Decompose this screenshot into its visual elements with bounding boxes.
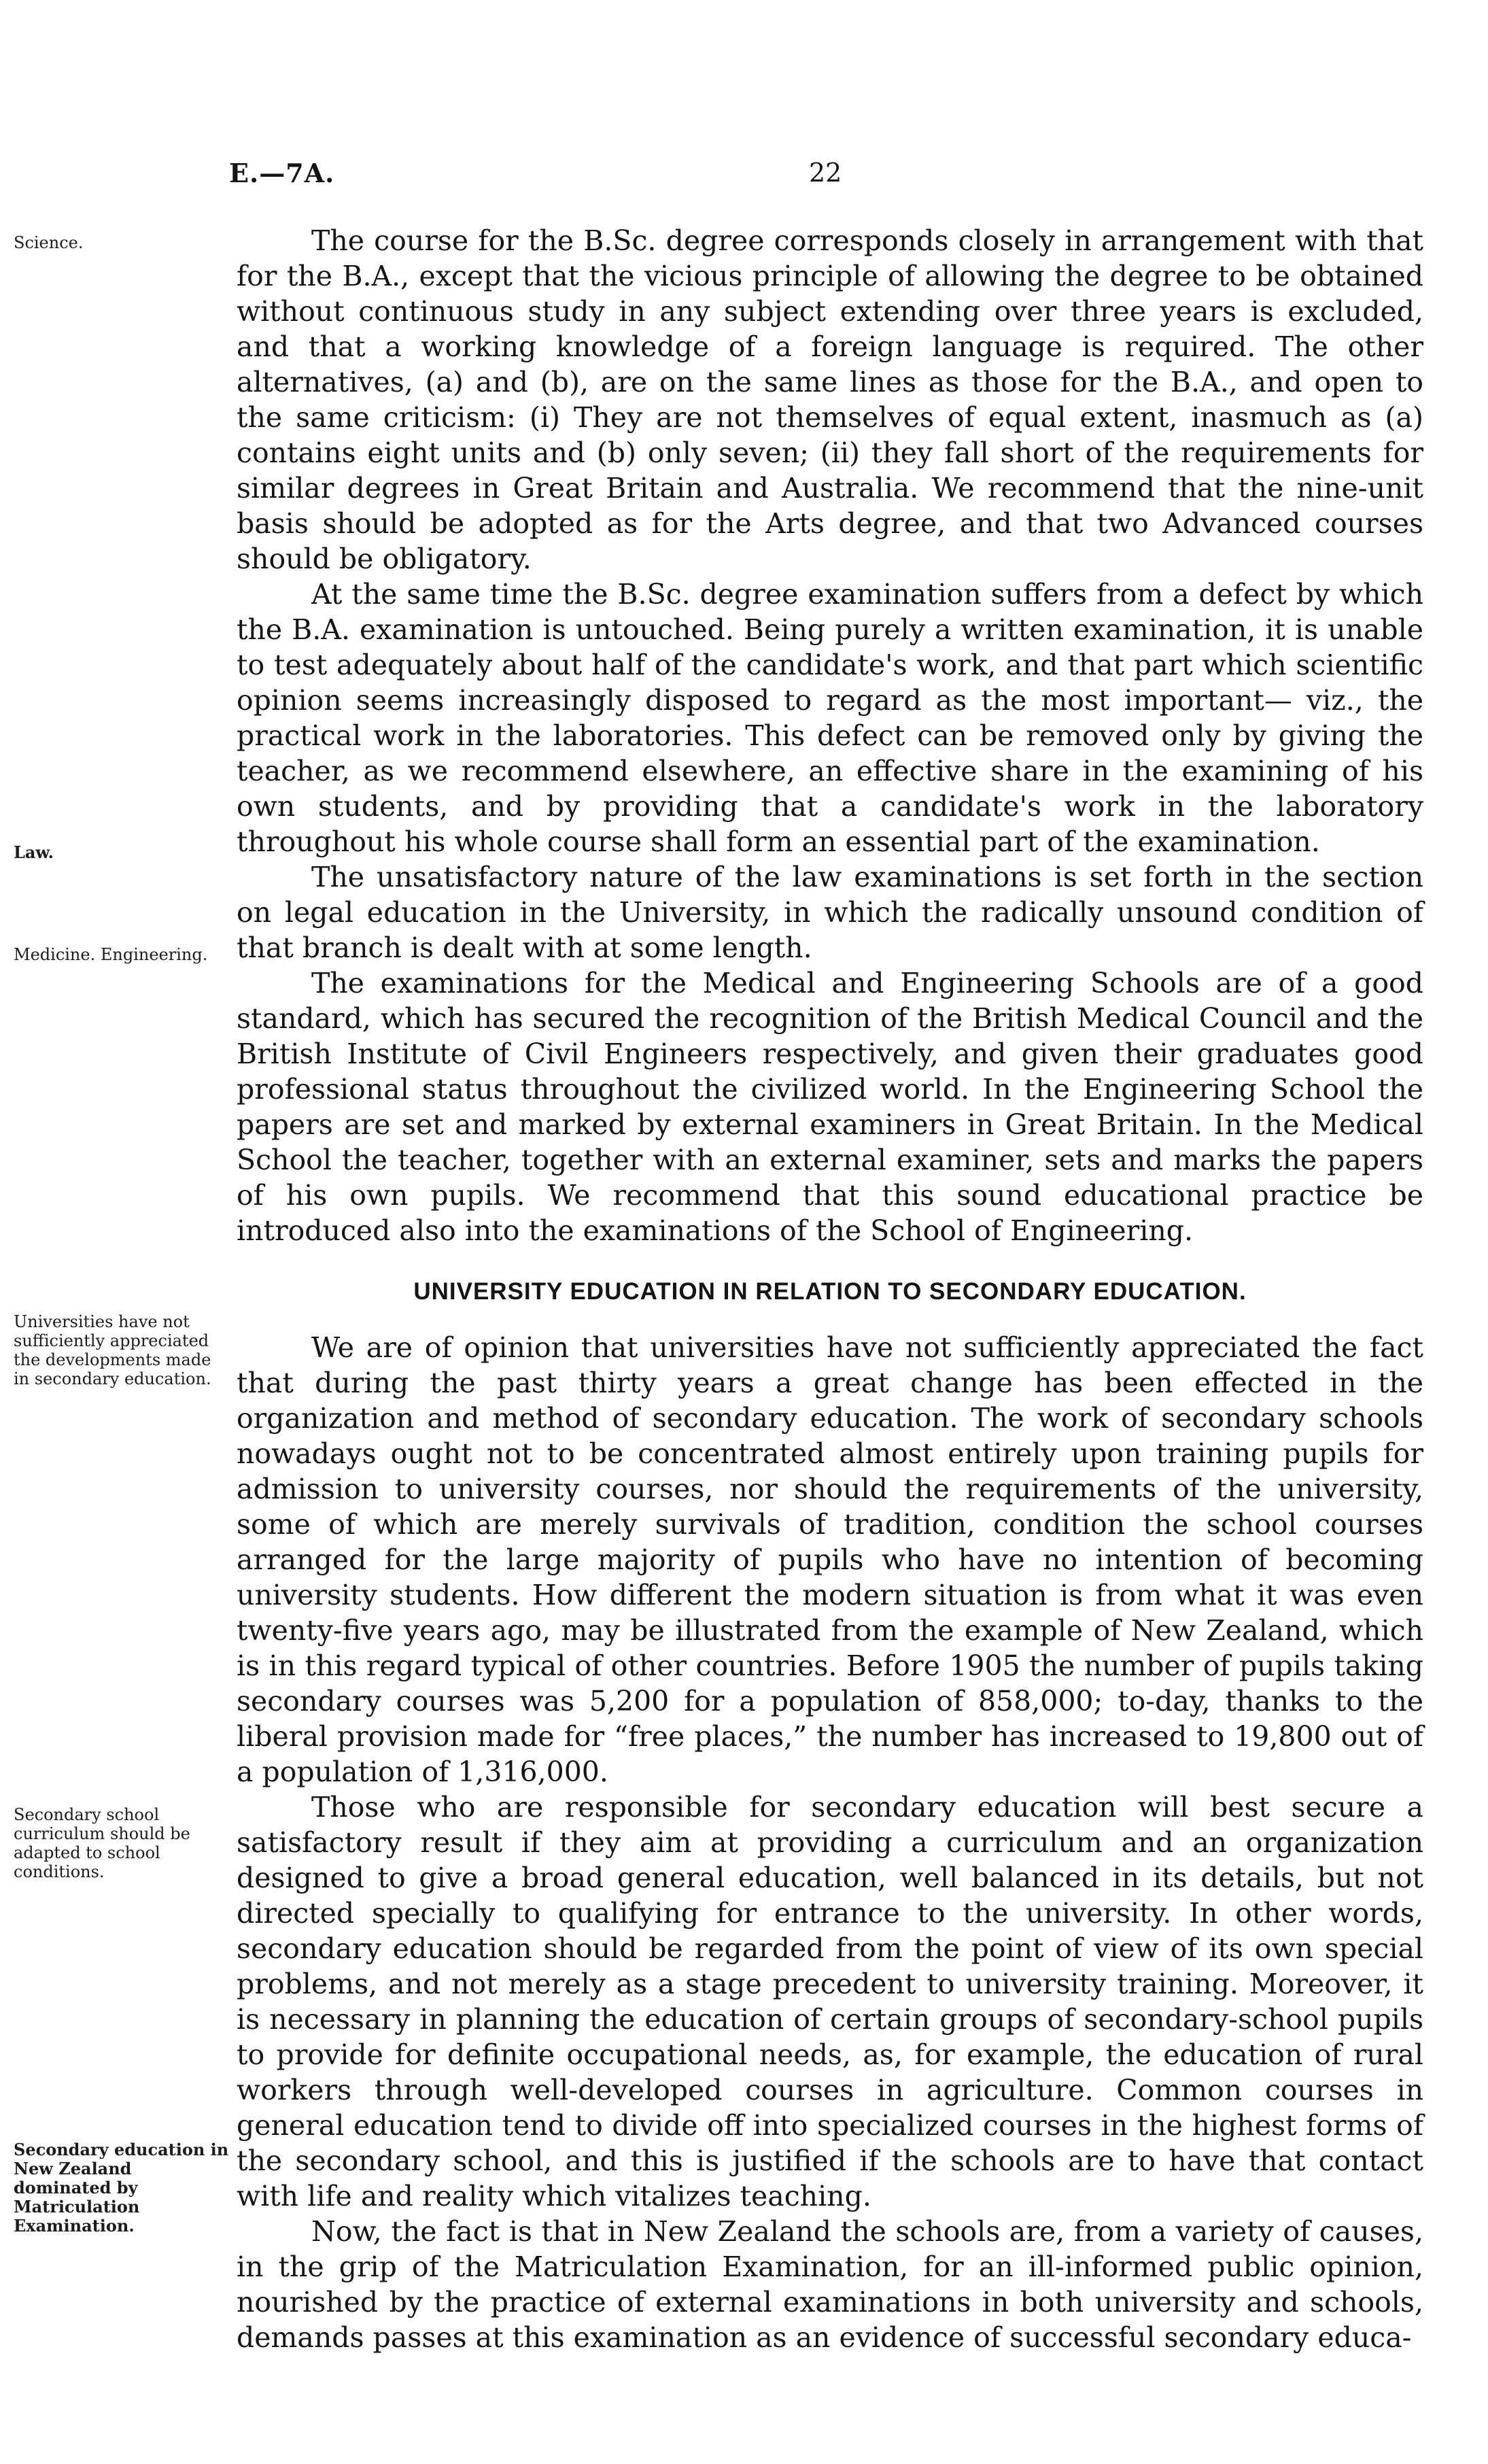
section-heading: UNIVERSITY EDUCATION IN RELATION TO SECONDARY EDUCATION. xyxy=(413,1278,1247,1305)
paragraph-universities: We are of opinion that universities have not sufficiently appreciated the fact that during the past thirty years a great change has been effected in the organization and method of secondary education. The work of secondary schools nowadays ought not to be concentrated almost entirely upon training pupils for admission to university courses, nor should the requirements of the university, some of which are merely survivals of tradition, condition the school courses arranged for the large majority of pupils who have no intention of becoming university students. How different the modern situation is from what it was even twenty-five years ago, may be illustrated from the example of New Zealand, which is in this regard typical of other countries. Before 1905 the number of pupils taking secondary courses was 5,200 for a population of 858,000; to-day, thanks to the liberal provision made for “free places,” the number has increased to 19,800 out of a population of 1,316,000. xyxy=(237,1331,1423,1788)
margin-note-universities: Universities have not sufficiently appreciated the developments made in secondary education. xyxy=(14,1312,211,1388)
margin-note-law: Law. xyxy=(14,842,54,862)
paragraph-science-2: At the same time the B.Sc. degree examination suffers from a defect by which the B.A. examination is untouched. Being purely a written examination, it is unable to test adequately about half of the candidate's work, and that part which scientific opinion seems increasingly disposed to regard as the most important— viz., the practical work in the laboratories. This defect can be removed only by giving the teacher, as we recommend elsewhere, an effective share in the examining of his own students, and by providing that a candidate's work in the laboratory throughout his whole course shall form an essential part of the examination. xyxy=(237,578,1423,858)
page-number: 22 xyxy=(809,158,842,188)
paragraph-medicine-engineering: The examinations for the Medical and Engineering Schools are of a good standard, which has secured the recognition of the British Medical Council and the British Institute of Civil Engineers respectively, and given their graduates good professional status throughout the civilized world. In the Engineering School the papers are set and marked by external examiners in Great Britain. In the Medical School the teacher, together with an external examiner, sets and marks the papers of his own pupils. We recommend that this sound educational practice be introduced also into the examinations of the School of Engineering. xyxy=(237,967,1423,1247)
margin-note-medicine-engineering: Medicine. Engineering. xyxy=(14,945,208,964)
paragraph-science-1: The course for the B.Sc. degree corresponds closely in arrangement with that for the B.A., except that the vicious principle of allowing the degree to be obtained without continuous study in any subject extending over three years is excluded, and that a working knowledge of a foreign language is required. The other alternatives, (a) and (b), are on the same lines as those for the B.A., and open to the same criticism: (i) They are not themselves of equal extent, inasmuch as (a) contains eight units and (b) only seven; (ii) they fall short of the requirements for similar degrees in Great Britain and Australia. We recommend that the nine-unit basis should be adopted as for the Arts degree, and that two Advanced courses should be obligatory. xyxy=(237,224,1423,575)
paragraph-curriculum: Those who are responsible for secondary education will best secure a satisfactory result if they aim at providing a curriculum and an organization designed to give a broad general education, well balanced in its details, but not directed specially to qualifying for entrance to the university. In other words, secondary education should be regarded from the point of view of its own special problems, and not merely as a stage precedent to university training. Moreover, it is necessary in planning the education of certain groups of secondary-school pupils to provide for definite occupational needs, as, for example, the education of rural workers through well-developed courses in agriculture. Common courses in general education tend to divide off into specialized courses in the highest forms of the secondary school, and this is justified if the schools are to have that contact with life and reality which vitalizes teaching. xyxy=(237,1791,1423,2212)
margin-note-curriculum: Secondary school curriculum should be adapted to school conditions. xyxy=(14,1805,190,1881)
page-reference: E.—7A. xyxy=(229,158,335,188)
margin-note-matriculation: Secondary education in New Zealand dominated by Matriculation Examination. xyxy=(14,2140,229,2236)
main-text xyxy=(237,223,1423,2355)
paragraph-law: The unsatisfactory nature of the law examinations is set forth in the section on legal education in the University, in which the radically unsound condition of that branch is dealt with at some length. xyxy=(237,861,1423,964)
paragraph-matriculation: Now, the fact is that in New Zealand the schools are, from a variety of causes, in the grip of the Matriculation Examination, for an ill-informed public opinion, nourished by the practice of external examinations in both university and schools, demands passes at this examination as an evidence of successful secondary educa- xyxy=(237,2215,1423,2354)
margin-note-science: Science. xyxy=(14,233,84,252)
